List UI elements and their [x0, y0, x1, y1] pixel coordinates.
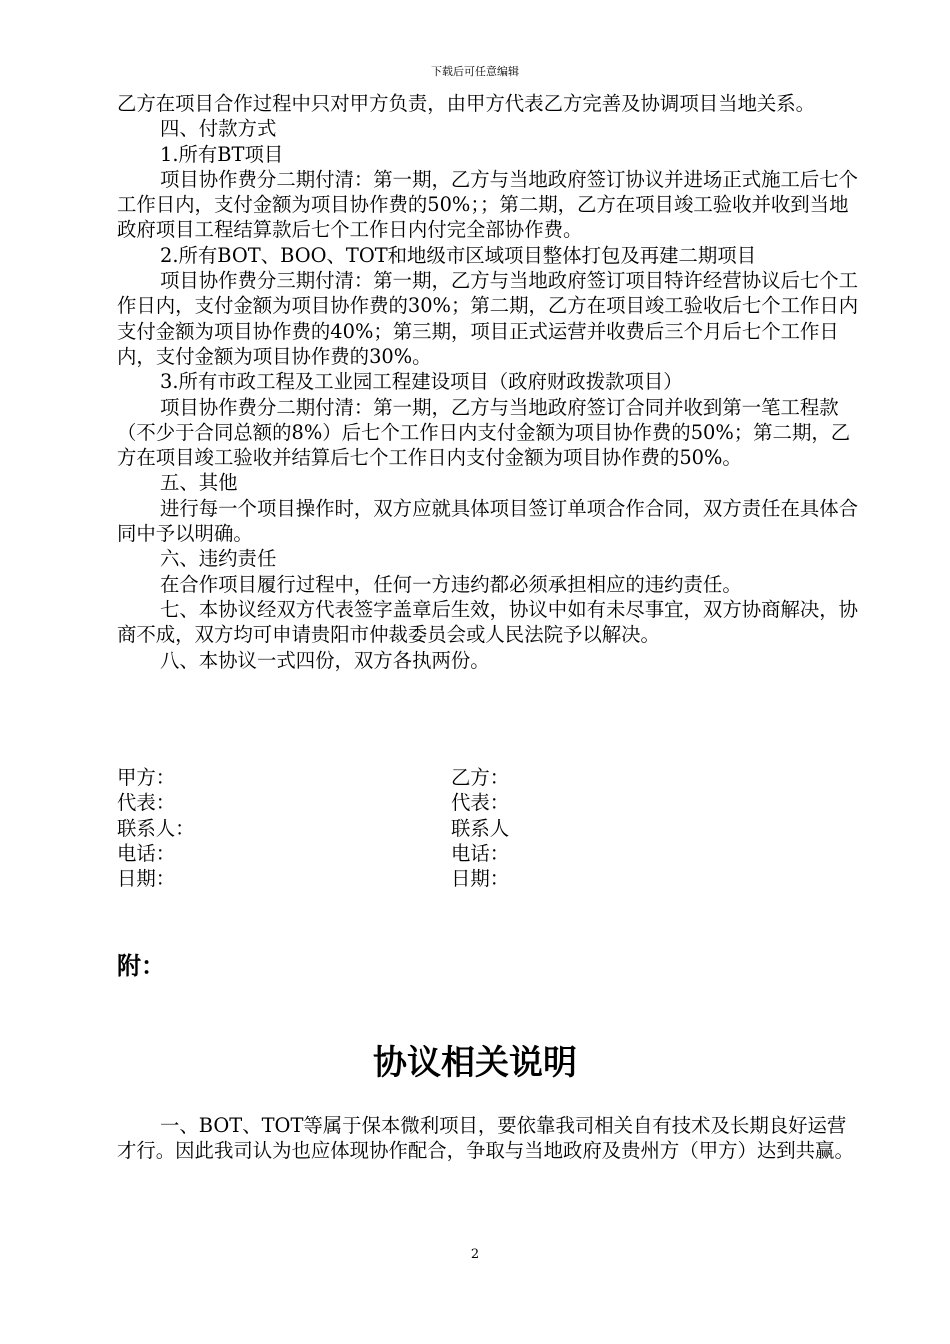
subheading-municipal: 3.所有市政工程及工业园工程建设项目（政府财政拨款项目）: [160, 370, 683, 394]
party-b-label: 乙方：: [451, 766, 510, 789]
party-b-date: 日期：: [451, 867, 510, 891]
page-header: 下载后可任意编辑: [431, 65, 519, 78]
party-b-contact: 联系人: [451, 816, 510, 840]
section-heading-payment: 四、付款方式: [160, 117, 277, 141]
party-a-phone: 电话：: [117, 841, 176, 865]
section-body: [117, 1113, 862, 1164]
section-heading-other: 五、其他: [160, 471, 238, 495]
paragraph: 在合作项目履行过程中，任何一方违约都必须承担相应的违约责任。: [160, 572, 742, 596]
party-b-phone: 电话：: [451, 841, 510, 865]
party-a-representative: 代表：: [117, 791, 176, 815]
section-title: 协议相关说明: [373, 1043, 577, 1083]
party-b-representative: 代表：: [451, 791, 510, 815]
page-number: 2: [470, 1247, 480, 1262]
party-a-label: 甲方：: [117, 766, 176, 789]
paragraph: 一、BOT、TOT等属于保本微利项目，要依靠我司相关自有技术及长期良好运营才行。因此我司认为也应体现协作配合，争取与当地政府及贵州方（甲方）达到共赢。: [117, 1114, 854, 1163]
party-a-contact: 联系人：: [117, 816, 195, 840]
subheading-bot: 2.所有BOT、BOO、TOT和地级市区域项目整体打包及再建二期项目: [160, 243, 757, 267]
paragraph: 乙方在项目合作过程中只对甲方负责，由甲方代表乙方完善及协调项目当地关系。: [117, 92, 816, 115]
paragraph: 项目协作费分三期付清：第一期，乙方与当地政府签订项目特许经营协议后七个工作日内，支付金额为项目协作费的30%；第二期，乙方在项目竣工验收后七个工作日内支付金额为项目协作费的40%；第三期，项目正式运营并收费后三个月后七个工作日内，支付金额为项目协作费的30%。: [117, 269, 859, 368]
party-a-date: 日期：: [117, 867, 176, 891]
paragraph: 八、本协议一式四份，双方各执两份。: [160, 648, 490, 672]
paragraph: 进行每一个项目操作时，双方应就具体项目签订单项合作合同，双方责任在具体合同中予以明确。: [117, 496, 859, 546]
signature-block: [117, 765, 862, 891]
paragraph: 项目协作费分二期付清：第一期，乙方与当地政府签订合同并收到第一笔工程款（不少于合同总额的8%）后七个工作日内支付金额为项目协作费的50%；第二期，乙方在项目竣工验收并结算后七个工作日内支付金额为项目协作费的50%。: [117, 395, 851, 470]
agreement-body: [117, 91, 862, 673]
attachment-label: 附：: [117, 951, 165, 980]
subheading-bt: 1.所有BT项目: [160, 142, 284, 166]
section-heading-breach: 六、违约责任: [160, 547, 277, 571]
paragraph: 项目协作费分二期付清：第一期，乙方与当地政府签订协议并进场正式施工后七个工作日内，支付金额为项目协作费的50%；；第二期，乙方在项目竣工验收并收到当地政府项目工程结算款后七个工作日内付完全部协作费。: [117, 167, 859, 242]
paragraph: 七、本协议经双方代表签字盖章后生效，协议中如有未尽事宜，双方协商解决，协商不成，双方均可申请贵阳市仲裁委员会或人民法院予以解决。: [117, 597, 859, 647]
